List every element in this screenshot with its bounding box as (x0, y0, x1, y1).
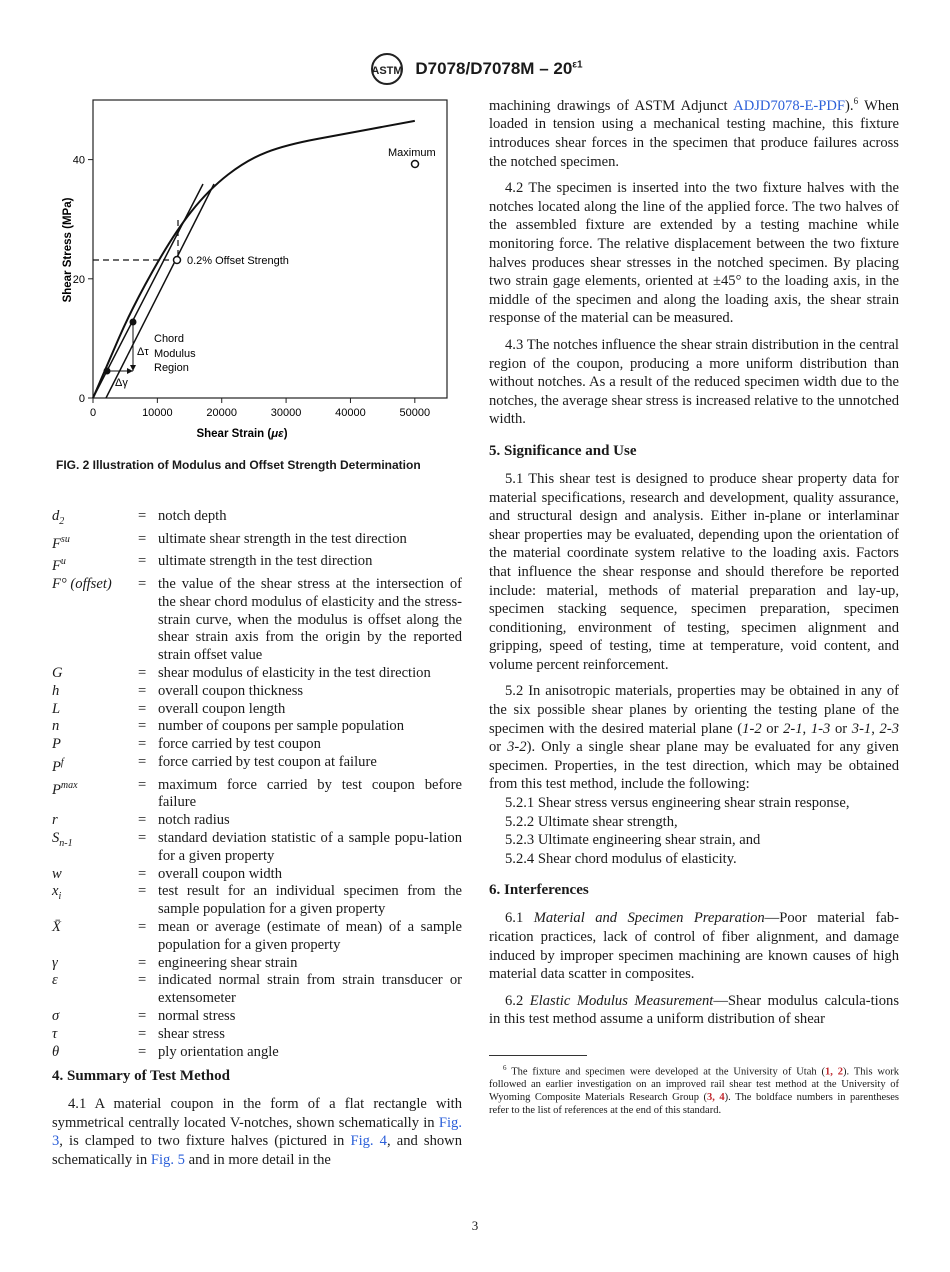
nomenclature-row (52, 1008, 462, 1026)
nomenclature-symbol: P (52, 736, 61, 753)
equals-sign: = (138, 919, 147, 936)
nomenclature-symbol: $x_i$ (52, 883, 62, 903)
nomenclature-definition: shear modulus of elasticity in the test direction (158, 665, 431, 681)
property-list (489, 794, 899, 868)
maximum-point (412, 161, 419, 168)
equals-sign: = (138, 812, 147, 829)
list-item: 5.2.3 Ultimate engineering shear strain, and (505, 832, 761, 849)
adjunct-link[interactable]: ADJD7078-E-PDF (733, 97, 846, 114)
paragraph-4-1-continued: machining drawings of ASTM Adjunct ADJD7078-E-PDF).$^6$ When loaded in tension using a mechanical testing machine, this fixture introduces shear forces in the specimen that produce failures across the notched specimen. (489, 96, 899, 170)
nomenclature-definition: notch radius (158, 812, 230, 829)
nomenclature-symbol: $F^{su}$ (52, 533, 70, 552)
nomenclature-definition: ultimate shear strength in the test direction (158, 530, 407, 547)
nomenclature-definition: engineering shear strain (158, 954, 298, 971)
nomenclature-symbol: $d_2$ (52, 508, 65, 527)
nomenclature-row (52, 508, 462, 531)
paragraph-6-1: 6.1 Material and Specimen Preparation—Poor material fab-rication practices, lack of control of fiber alignment, and damage induced by improper specimen machining are known causes of high material data scatter in composites. (489, 910, 900, 983)
footnote-6: $^6$ The fixture and specimen were developed at the University of Utah (1, 2). This work followed an earlier investigation on an improved rail shear test method at the University of Wyoming Composite Materials Research Group (3, 4). The boldface numbers in parentheses refer to the list of references at the end of this standard. (489, 1063, 900, 1117)
x-tick-label: 0 (89, 407, 97, 419)
nomenclature-symbol: θ (52, 1043, 60, 1060)
nomenclature-symbol: X̄ (52, 919, 61, 936)
nomenclature-row (52, 665, 462, 683)
nomenclature-symbol: r (52, 812, 58, 829)
nomenclature-row (52, 919, 462, 955)
x-tick-label: 50000 (399, 407, 431, 419)
nomenclature-definition: ply orientation angle (158, 1043, 279, 1060)
section-6-heading: 6. Interferences (489, 882, 589, 899)
nomenclature-symbol: L (52, 700, 61, 717)
nomenclature-definition: indicated normal strain from strain transducer or extensometer (158, 972, 462, 1007)
offset-strength-label: 0.2% Offset Strength (187, 255, 289, 267)
svg-text:ASTM: ASTM (371, 65, 403, 77)
list-item: 5.2.1 Shear stress versus engineering shear strain response, (505, 795, 850, 812)
delta-gamma-label: Δγ (115, 377, 128, 389)
chord-label-3: Region (154, 362, 189, 374)
paragraph-5-1: 5.1 This shear test is designed to produce shear property data for material specifications, research and development, quality assurance, and structural design and analysis. Either in-plane or interlaminar shear properties may be evaluated, depending upon the orientation of the material coordinate system relative to the loading axis. Factors that influence the shear response and should therefore be reported include: material, methods of material preparation and lay-up, specimen stacking sequence, specimen preparation, specimen conditioning, environment of testing, specimen alignment and gripping, speed of testing, time at temperature, void content, and volume percent reinforcement. (489, 470, 899, 673)
equals-sign: = (138, 865, 147, 882)
nomenclature-definition: notch depth (158, 508, 227, 524)
page-header (0, 52, 950, 86)
nomenclature-definition: mean or average (estimate of mean) of a sample population for a given property (158, 919, 462, 953)
list-item: 5.2.4 Shear chord modulus of elasticity. (505, 850, 737, 867)
fig-5-link[interactable]: Fig. 5 (150, 1151, 185, 1168)
nomenclature-row (52, 553, 462, 576)
equals-sign: = (138, 665, 147, 681)
nomenclature-definition: force carried by test coupon (158, 736, 321, 753)
nomenclature-row (52, 812, 462, 830)
document-designation: $D7078/D7078M - 20^{\varepsilon 1}$ (415, 59, 583, 78)
nomenclature-list (52, 508, 462, 1061)
paragraph-4-2: 4.2 The specimen is inserted into the two fixture halves with the notches located along the line of the applied force. The two halves of the assembled fixture are extended by a testing machine while monitoring force. The relative displacement between the two fixture halves produces shear stresses in the notched specimen. By placing two strain gage elements, oriented at ±45° to the loading axis, in the middle of the specimen and along the loading axis, the shear strain response of the material can be measured. (489, 180, 899, 327)
equals-sign: = (138, 1025, 147, 1042)
fig-4-link[interactable]: Fig. 4 (350, 1133, 387, 1150)
nomenclature-row (52, 701, 462, 719)
nomenclature-symbol: σ (52, 1008, 60, 1024)
nomenclature-definition: standard deviation statistic of a sample popu-lation for a given property (158, 830, 462, 864)
nomenclature-row (52, 777, 462, 813)
equals-sign: = (138, 883, 147, 900)
equals-sign: = (138, 753, 147, 770)
nomenclature-row (52, 736, 462, 754)
nomenclature-row (52, 866, 462, 884)
right-column (489, 92, 899, 1117)
equals-sign: = (138, 1008, 147, 1024)
nomenclature-definition: maximum force carried by test coupon before failure (158, 776, 462, 811)
nomenclature-definition: force carried by test coupon at failure (158, 753, 377, 770)
nomenclature-symbol: n (52, 718, 60, 735)
equals-sign: = (138, 576, 147, 593)
nomenclature-row (52, 972, 462, 1008)
section-4 (52, 1058, 462, 1169)
nomenclature-definition: overall coupon length (158, 700, 286, 717)
paragraph-4-1: 4.1 A material coupon in the form of a flat rectangle with symmetrical centrally located V-notches, shown schematically in Fig. 3, is clamped to two fixture halves (pictured in Fig. 4, and shown schematically in Fig. 5 and in more detail in the (52, 1096, 462, 1168)
nomenclature-definition: overall coupon width (158, 865, 283, 882)
maximum-label: Maximum (388, 147, 436, 159)
nomenclature-row (52, 955, 462, 973)
nomenclature-symbol: h (52, 682, 60, 699)
y-tick-label: 20 (72, 273, 85, 286)
nomenclature-symbol: $P^f$ (52, 756, 64, 775)
nomenclature-definition: the value of the shear stress at the intersection of the shear chord modulus of elasticity and the stress-strain curve, when the modulus is offset along the shear strain axis from the origin by the reported strain offset value (158, 576, 462, 664)
astm-logo-icon (367, 52, 407, 86)
section-4-heading: 4. Summary of Test Method (52, 1068, 230, 1084)
figure-caption: FIG. 2 Illustration of Modulus and Offset Strength Determination (56, 458, 421, 472)
delta-tau-label: Δτ (137, 346, 149, 358)
y-tick-label: 0 (78, 393, 85, 405)
equals-sign: = (138, 508, 147, 524)
nomenclature-symbol: τ (52, 1025, 58, 1042)
fig-3-link[interactable]: Fig. 3 (52, 1114, 462, 1150)
equals-sign: = (138, 776, 147, 793)
nomenclature-row (52, 883, 462, 919)
paragraph-5-2: 5.2 In anisotropic materials, properties may be obtained in any of the six possible shear planes by orienting the testing plane of the specimen with the desired material plane (1-2 or 2-1, 1-3 or 3-1, 2-3 or 3-2). Only a single shear plane may be evaluated for any given specimen. Properties, in the test direction, which may be obtained from this test method, include the following: (489, 683, 899, 793)
nomenclature-symbol: G (52, 665, 63, 681)
nomenclature-symbol: $P^{max}$ (52, 779, 78, 798)
x-tick-label: 10000 (142, 407, 173, 419)
chord-label-1: Chord (154, 333, 184, 345)
nomenclature-row (52, 683, 462, 701)
section-5-heading: 5. Significance and Use (489, 442, 637, 459)
chord-label-2: Modulus (154, 348, 196, 360)
y-tick-label: 40 (72, 154, 85, 167)
equals-sign: = (138, 553, 147, 570)
ref-3-4-link[interactable]: 3, 4 (706, 1092, 725, 1104)
equals-sign: = (138, 718, 147, 735)
y-axis-label: Shear Stress (MPa) (62, 197, 74, 303)
equals-sign: = (138, 954, 147, 971)
x-tick-label: 20000 (206, 407, 238, 419)
nomenclature-symbol: $S_{n-1}$ (52, 830, 73, 849)
list-item: 5.2.2 Ultimate shear strength, (505, 813, 678, 830)
x-axis-label: Shear Strain (με) (196, 428, 288, 440)
offset-strength-point (174, 257, 181, 264)
nomenclature-row (52, 718, 462, 736)
nomenclature-definition: ultimate strength in the test direction (158, 553, 373, 570)
x-tick-label: 30000 (270, 407, 302, 419)
nomenclature-row (52, 830, 462, 866)
equals-sign: = (138, 700, 147, 717)
equals-sign: = (138, 736, 147, 753)
nomenclature-row (52, 531, 462, 554)
nomenclature-symbol: γ (52, 954, 58, 971)
equals-sign: = (138, 830, 147, 847)
nomenclature-definition: normal stress (158, 1008, 236, 1024)
paragraph-6-2: 6.2 Elastic Modulus Measurement—Shear modulus calcula-tions in this test method assume a uniform distribution of shear (489, 992, 899, 1028)
ref-1-2-link[interactable]: 1, 2 (825, 1066, 844, 1078)
nomenclature-symbol: $F^u$ (52, 556, 66, 575)
shear-stress-strain-chart (52, 92, 462, 458)
page-number: 3 (471, 1218, 479, 1233)
nomenclature-row (52, 576, 462, 665)
figure-2 (52, 92, 462, 458)
nomenclature-definition: shear stress (158, 1025, 225, 1042)
equals-sign: = (138, 530, 147, 547)
equals-sign: = (138, 682, 147, 699)
paragraph-4-3: 4.3 The notches influence the shear strain distribution in the central region of the coupon, producing a more uniform distribution than without notches. As a result of the reduced specimen width due to the notches, the average shear stress is increased relative to the unnotched width. (489, 336, 899, 428)
nomenclature-symbol: ε (52, 972, 58, 989)
nomenclature-symbol: F° (offset) (52, 576, 112, 593)
nomenclature-row (52, 754, 462, 777)
nomenclature-definition: number of coupons per sample population (158, 718, 405, 735)
equals-sign: = (138, 972, 147, 989)
nomenclature-row (52, 1026, 462, 1044)
nomenclature-definition: test result for an individual specimen from the sample population for a given property (158, 883, 462, 918)
nomenclature-symbol: w (52, 865, 62, 882)
x-tick-label: 40000 (335, 407, 366, 419)
nomenclature-definition: overall coupon thickness (158, 682, 304, 699)
equals-sign: = (138, 1043, 147, 1060)
footnote-divider (489, 1055, 587, 1056)
